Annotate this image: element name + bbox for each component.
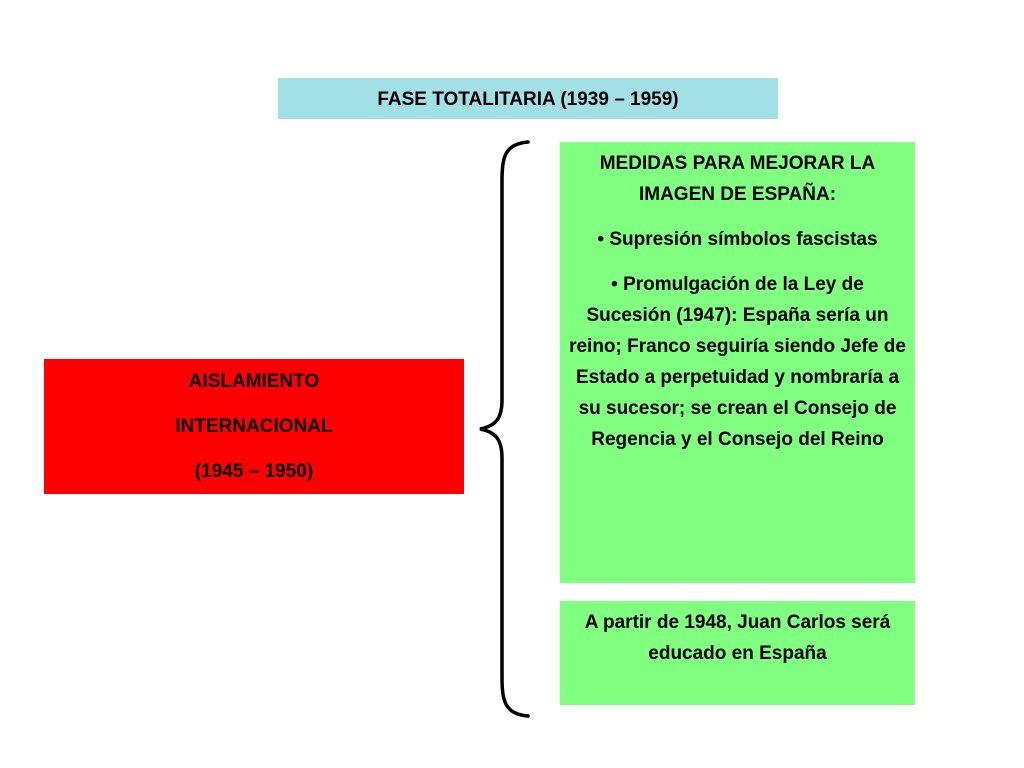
title-box <box>278 78 778 119</box>
education-box <box>560 601 915 705</box>
curly-brace-icon <box>474 138 534 720</box>
isolation-line-2: INTERNACIONAL <box>175 415 333 437</box>
measures-box <box>560 142 915 583</box>
isolation-line-1: AISLAMIENTO <box>188 370 320 392</box>
diagram-title: FASE TOTALITARIA (1939 – 1959) <box>377 88 679 110</box>
measures-bullet-1: • Supresión símbolos fascistas <box>597 229 878 250</box>
isolation-box <box>44 359 464 494</box>
education-text: A partir de 1948, Juan Carlos será educado en España <box>584 612 891 664</box>
measures-bullet-2: • Promulgación de la Ley de Sucesión (1947): España sería un reino; Franco seguiría siendo Jefe de Estado a perpetuidad y nombraría a su sucesor; se crean el Consejo de Regencia y el Consejo del Reino <box>569 274 906 450</box>
isolation-dates: (1945 – 1950) <box>194 460 314 482</box>
measures-heading: MEDIDAS PARA MEJORAR LA IMAGEN DE ESPAÑA: <box>599 153 876 205</box>
